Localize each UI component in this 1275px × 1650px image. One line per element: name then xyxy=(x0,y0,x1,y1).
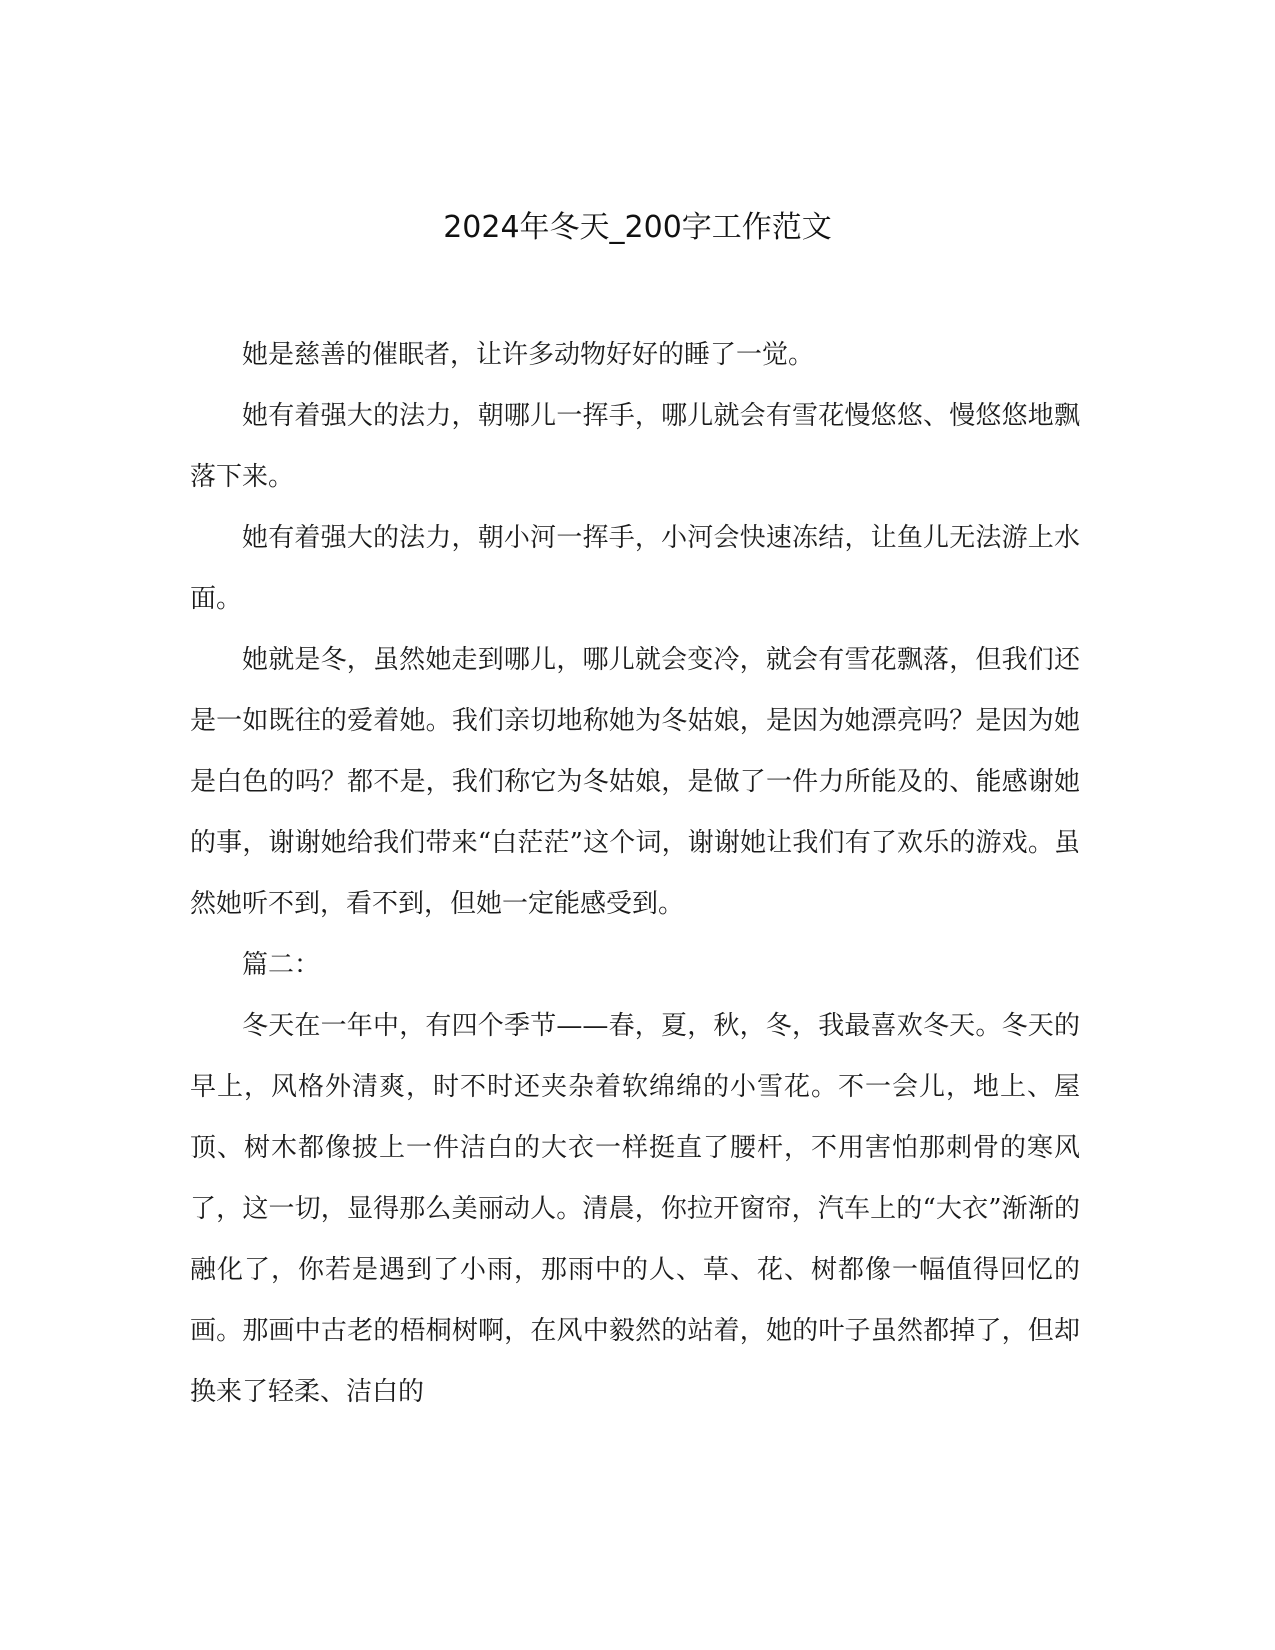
paragraph-3: 她有着强大的法力，朝小河一挥手，小河会快速冻结，让鱼儿无法游上水面。 xyxy=(190,523,1080,614)
document-body xyxy=(190,325,1080,1423)
paragraph-2: 她有着强大的法力，朝哪儿一挥手，哪儿就会有雪花慢悠悠、慢悠悠地飘落下来。 xyxy=(190,401,1080,492)
section-heading: 篇二： xyxy=(242,950,321,980)
paragraph-4: 她就是冬，虽然她走到哪儿，哪儿就会变冷，就会有雪花飘落，但我们还是一如既往的爱着她。我们亲切地称她为冬姑娘，是因为她漂亮吗？是因为她是白色的吗？都不是，我们称它为冬姑娘，是做了一件力所能及的、能感谢她的事，谢谢她给我们带来“白茫茫”这个词，谢谢她让我们有了欢乐的游戏。虽然她听不到，看不到，但她一定能感受到。 xyxy=(190,645,1080,919)
document-title: 2024年冬天_200字工作范文 xyxy=(443,210,832,245)
paragraph-1: 她是慈善的催眠者，让许多动物好好的睡了一觉。 xyxy=(242,340,815,370)
paragraph-5: 冬天在一年中，有四个季节——春，夏，秋，冬，我最喜欢冬天。冬天的早上，风格外清爽，时不时还夹杂着软绵绵的小雪花。不一会儿，地上、屋顶、树木都像披上一件洁白的大衣一样挺直了腰杆，不用害怕那刺骨的寒风了，这一切，显得那么美丽动人。清晨，你拉开窗帘，汽车上的“大衣”渐渐的融化了，你若是遇到了小雨，那雨中的人、草、花、树都像一幅值得回忆的画。那画中古老的梧桐树啊，在风中毅然的站着，她的叶子虽然都掉了，但却换来了轻柔、洁白的 xyxy=(190,1011,1080,1407)
